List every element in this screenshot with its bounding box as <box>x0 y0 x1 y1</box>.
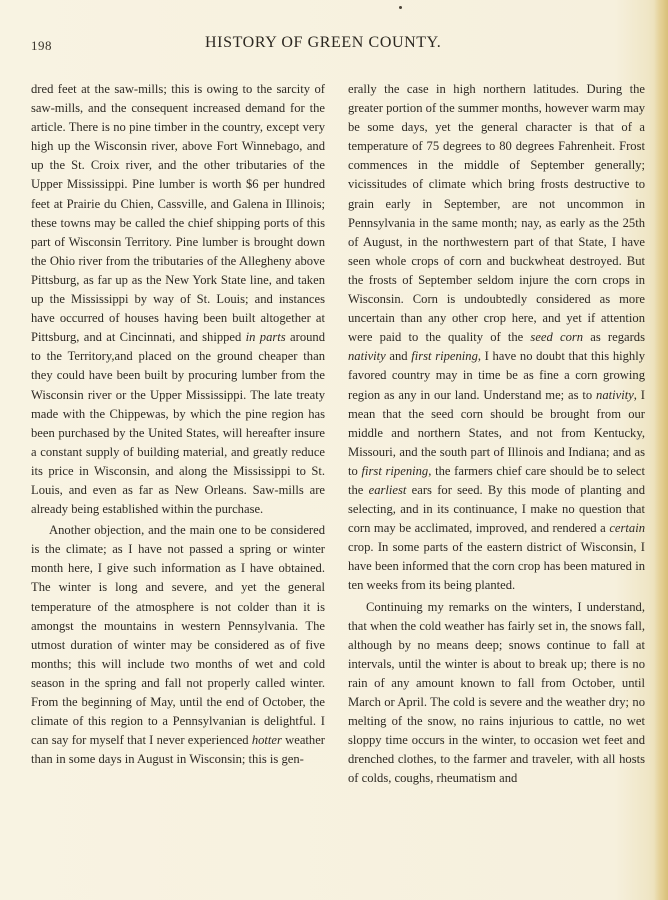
paragraph-frost-corn: erally the case in high northern latitudes. During the greater portion of the summer months, however warm may be some days, yet the general character is that of a temperature of 75 degrees to 80 degrees Fahrenheit. Frost commences in the middle of September generally; vicissitudes of climate which bring frosts destructive to grain early in September, are not uncommon in Pennsylvania in the same month; nay, as early as the 25th of August, in the northwestern part of that State, I have seen whole crops of corn and buckwheat destroyed. But the frosts of September seldom injure the corn crops in Wisconsin. Corn is undoubtedly considered as more uncertain than any other crop here, and yet if attention were paid to the quality of the seed corn as regards nativity and first ripening, I have no doubt that this highly favored country may in time be as fine a corn growing region as any in our land. Understand me; as to nativity, I mean that the seed corn should be brought from our middle and northern States, and not from Kentucky, Missouri, and the south part of Illinois and Indiana; and as to first ripening, the farmers chief care should be to select the earliest ears for seed. By this mode of planting and selecting, and in its continuance, I make no question that corn may be acclimated, improved, and rendered a certain crop. In some parts of the eastern district of Wisconsin, I have been informed that the corn crop has been matured in ten weeks from its being planted. <box>348 82 646 593</box>
ink-speck <box>399 6 402 9</box>
page-edge-shadow <box>654 0 668 900</box>
running-title: HISTORY OF GREEN COUNTY. <box>205 34 442 51</box>
paragraph-lumber: dred feet at the saw-mills; this is owing to the sarcity of saw-mills, and the consequent increased demand for the article. There is no pine timber in the country, except very high up the Wisconsin river, above Fort Winnebago, and up the St. Croix river, and the other tributaries of the Upper Mississippi. Pine lumber is worth $6 per hundred feet at Prairie du Chien, Cassville, and Galena in Illinois; these towns may be called the chief shipping ports of this part of Wisconsin Territory. Pine lumber is brought down the Ohio river from the tributaries of the Allegheny above Pittsburg, as far up as the New York State line, and taken up the Mississippi by way of St. Louis; and instances have occurred of houses having been built altogether at Pittsburg, and at Cincinnati, and shipped in parts around to the Territory,and placed on the ground cheaper than they could have been built by procuring lumber from the Wisconsin river or the Upper Mississippi. The late treaty made with the Chippewas, by which the pine region has been purchased by the United States, will hereafter insure a constant supply of building material, and greatly reduce its price in Wisconsin, and along the Mississippi to St. Louis, and even as far as New Orleans. Saw-mills are already being established within the purchase. <box>31 82 326 517</box>
right-column <box>348 80 645 788</box>
page-number: 198 <box>31 38 52 53</box>
paragraph-climate: Another objection, and the main one to be considered is the climate; as I have not passed a spring or winter month here, I give such information as I have obtained. The winter is long and severe, and yet the general temperature of the atmosphere is not colder than it is amongst the mountains in western Pennsylvania. The utmost duration of winter may be considered as of five months; this will include two months of wet and cold season in the spring and fall not properly called winter. From the beginning of May, until the end of October, the climate of this region to a Pennsylvanian is delightful. I can say for myself that I never experienced hotter weather than in some days in August in Wisconsin; this is gen- <box>31 523 325 767</box>
paragraph-winters: Continuing my remarks on the winters, I understand, that when the cold weather has fairly set in, the snows fall, although by no means deep; snows continue to fall at intervals, until the winter is about to break up; there is no rain of any amount known to fall from October, until March or April. The cold is severe and the weather dry; no melting of the snow, no rains injurious to cattle, no wet sloppy time occurs in the winter, to occasion wet feet and drenched clothes, to the farmer and traveler, with all hosts of colds, coughs, rheumatism and <box>348 599 645 786</box>
left-column <box>31 80 325 769</box>
